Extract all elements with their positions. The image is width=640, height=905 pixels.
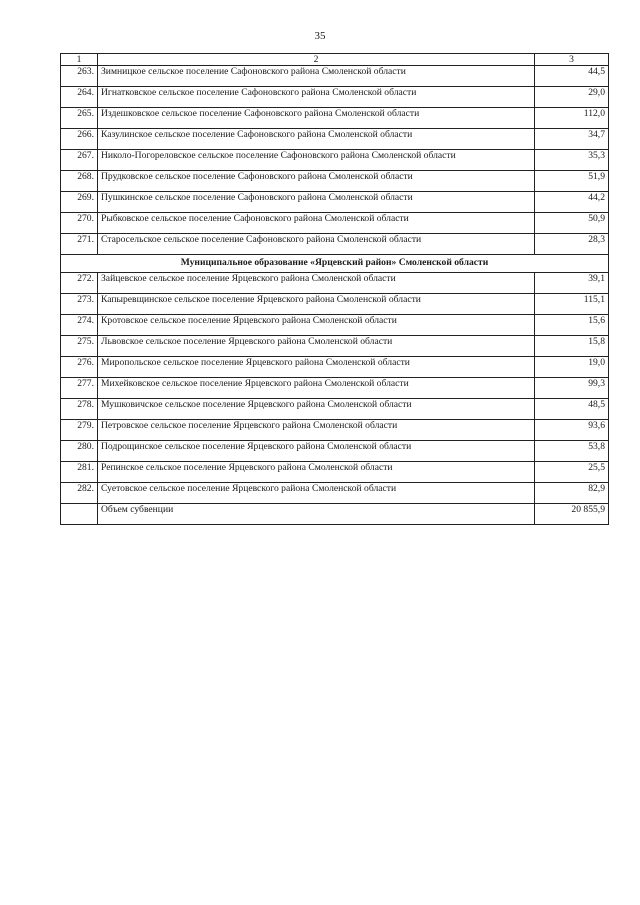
subvention-amount: 29,0 <box>535 87 609 108</box>
subvention-amount: 44,5 <box>535 66 609 87</box>
settlement-name: Рыбковское сельское поселение Сафоновского района Смоленской области <box>98 213 535 234</box>
subvention-amount: 28,3 <box>535 234 609 255</box>
settlement-name: Казулинское сельское поселение Сафоновского района Смоленской области <box>98 129 535 150</box>
section-title: Муниципальное образование «Ярцевский район» Смоленской области <box>61 255 609 273</box>
subvention-amount: 15,6 <box>535 315 609 336</box>
table-row <box>61 420 609 441</box>
row-number: 267. <box>61 150 98 171</box>
settlement-name: Кротовское сельское поселение Ярцевского района Смоленской области <box>98 315 535 336</box>
row-number: 274. <box>61 315 98 336</box>
table-row <box>61 441 609 462</box>
table-row <box>61 483 609 504</box>
row-number: 275. <box>61 336 98 357</box>
table-header-row <box>61 54 609 66</box>
table-row <box>61 108 609 129</box>
table-row <box>61 129 609 150</box>
total-row <box>61 504 609 525</box>
column-header-number: 1 <box>61 54 98 66</box>
settlement-name: Львовское сельское поселение Ярцевского района Смоленской области <box>98 336 535 357</box>
row-number: 280. <box>61 441 98 462</box>
row-number: 278. <box>61 399 98 420</box>
table-row <box>61 66 609 87</box>
settlement-name: Старосельское сельское поселение Сафоновского района Смоленской области <box>98 234 535 255</box>
settlement-name: Зимницкое сельское поселение Сафоновского района Смоленской области <box>98 66 535 87</box>
settlement-name: Репинское сельское поселение Ярцевского района Смоленской области <box>98 462 535 483</box>
row-number: 265. <box>61 108 98 129</box>
subvention-amount: 99,3 <box>535 378 609 399</box>
table-row <box>61 462 609 483</box>
row-number: 270. <box>61 213 98 234</box>
settlement-name: Суетовское сельское поселение Ярцевского района Смоленской области <box>98 483 535 504</box>
table-row <box>61 87 609 108</box>
settlement-name: Петровское сельское поселение Ярцевского района Смоленской области <box>98 420 535 441</box>
table-row <box>61 273 609 294</box>
subvention-amount: 53,8 <box>535 441 609 462</box>
subvention-amount: 39,1 <box>535 273 609 294</box>
settlement-name: Капыревщинское сельское поселение Ярцевского района Смоленской области <box>98 294 535 315</box>
row-number: 272. <box>61 273 98 294</box>
row-number: 268. <box>61 171 98 192</box>
subvention-amount: 25,5 <box>535 462 609 483</box>
table-body <box>61 54 609 525</box>
settlement-name: Подрощинское сельское поселение Ярцевского района Смоленской области <box>98 441 535 462</box>
row-number: 266. <box>61 129 98 150</box>
table-row <box>61 192 609 213</box>
column-header-value: 3 <box>535 54 609 66</box>
table-row <box>61 336 609 357</box>
total-label: Объем субвенции <box>98 504 535 525</box>
row-number: 273. <box>61 294 98 315</box>
subvention-table <box>60 53 609 525</box>
row-number: 282. <box>61 483 98 504</box>
subvention-amount: 82,9 <box>535 483 609 504</box>
table-row <box>61 150 609 171</box>
subvention-amount: 50,9 <box>535 213 609 234</box>
settlement-name: Миропольское сельское поселение Ярцевского района Смоленской области <box>98 357 535 378</box>
table-row <box>61 294 609 315</box>
settlement-name: Михейковское сельское поселение Ярцевского района Смоленской области <box>98 378 535 399</box>
row-number: 281. <box>61 462 98 483</box>
subvention-amount: 15,8 <box>535 336 609 357</box>
row-number: 264. <box>61 87 98 108</box>
row-number: 271. <box>61 234 98 255</box>
section-heading-row <box>61 255 609 273</box>
table-row <box>61 357 609 378</box>
table-row <box>61 378 609 399</box>
settlement-name: Николо-Погореловское сельское поселение Сафоновского района Смоленской области <box>98 150 535 171</box>
table-row <box>61 213 609 234</box>
row-number: 276. <box>61 357 98 378</box>
settlement-name: Прудковское сельское поселение Сафоновского района Смоленской области <box>98 171 535 192</box>
subvention-amount: 48,5 <box>535 399 609 420</box>
subvention-amount: 93,6 <box>535 420 609 441</box>
subvention-amount: 51,9 <box>535 171 609 192</box>
settlement-name: Издешковское сельское поселение Сафоновского района Смоленской области <box>98 108 535 129</box>
row-number: 277. <box>61 378 98 399</box>
subvention-amount: 35,3 <box>535 150 609 171</box>
row-number: 279. <box>61 420 98 441</box>
settlement-name: Зайцевское сельское поселение Ярцевского района Смоленской области <box>98 273 535 294</box>
subvention-amount: 115,1 <box>535 294 609 315</box>
table-row <box>61 234 609 255</box>
subvention-amount: 112,0 <box>535 108 609 129</box>
subvention-amount: 34,7 <box>535 129 609 150</box>
column-header-name: 2 <box>98 54 535 66</box>
total-number-cell <box>61 504 98 525</box>
table-row <box>61 315 609 336</box>
settlement-name: Игнатковское сельское поселение Сафоновского района Смоленской области <box>98 87 535 108</box>
settlement-name: Мушковичское сельское поселение Ярцевского района Смоленской области <box>98 399 535 420</box>
settlement-name: Пушкинское сельское поселение Сафоновского района Смоленской области <box>98 192 535 213</box>
subvention-amount: 44,2 <box>535 192 609 213</box>
total-value: 20 855,9 <box>535 504 609 525</box>
subvention-amount: 19,0 <box>535 357 609 378</box>
table-row <box>61 171 609 192</box>
page-number: 35 <box>314 30 326 42</box>
row-number: 263. <box>61 66 98 87</box>
row-number: 269. <box>61 192 98 213</box>
table-row <box>61 399 609 420</box>
